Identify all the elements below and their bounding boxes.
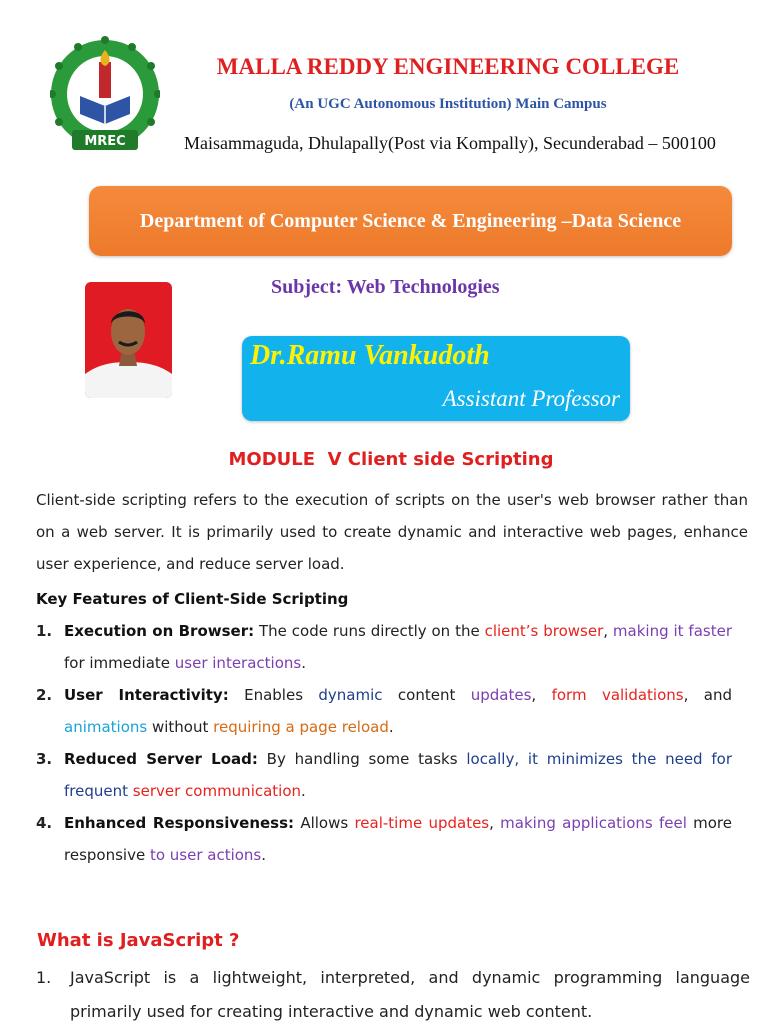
feature-text: requiring a page reload	[213, 718, 389, 736]
feature-text: to user actions	[149, 846, 262, 864]
feature-text: user interactions	[174, 654, 302, 672]
feature-item	[36, 679, 732, 743]
feature-text: real-time updates	[354, 814, 490, 832]
college-name: MALLA REDDY ENGINEERING COLLEGE	[216, 54, 680, 79]
department-banner	[89, 186, 732, 256]
list-number: 1.	[36, 968, 52, 987]
feature-text: updates	[470, 686, 532, 704]
feature-text: server communication	[132, 782, 302, 800]
javascript-item	[36, 961, 750, 1029]
list-number: 4.	[36, 814, 53, 832]
feature-text: .	[388, 718, 394, 736]
feature-text: .	[261, 846, 267, 864]
professor-card	[242, 336, 630, 421]
feature-title: Execution on Browser:	[64, 622, 255, 640]
feature-text: dynamic	[318, 686, 383, 704]
college-address: Maisammaguda, Dhulapally(Post via Kompally), Secunderabad – 500100	[184, 133, 716, 153]
feature-text: client’s browser	[484, 622, 604, 640]
features-list	[36, 615, 732, 871]
list-number: 3.	[36, 750, 53, 768]
feature-item	[36, 743, 732, 807]
professor-photo	[85, 282, 172, 398]
feature-text: .	[301, 654, 306, 672]
list-number: 2.	[36, 686, 53, 704]
college-logo	[50, 36, 160, 158]
feature-text: Enables	[228, 686, 319, 704]
department-name: Department of Computer Science & Engineering –Data Science	[139, 209, 682, 232]
feature-text: form validations	[551, 686, 684, 704]
feature-title: User Interactivity:	[64, 686, 229, 704]
autonomous-tagline: (An UGC Autonomous Institution) Main Campus	[289, 96, 607, 112]
feature-text: Allows	[294, 814, 355, 832]
feature-title: Enhanced Responsiveness:	[64, 814, 295, 832]
feature-text: , and	[683, 686, 732, 704]
intro-paragraph: Client-side scripting refers to the execution of scripts on the user's web browser rather than on a web server. It is primarily used to create dynamic and interactive web pages, enhance user experience, and reduce server load.	[36, 491, 748, 573]
feature-text: making it faster	[612, 622, 732, 640]
professor-name: Dr.Ramu Vankudoth	[250, 340, 490, 371]
feature-text: making applications feel	[500, 814, 687, 832]
feature-text: for immediate	[64, 654, 175, 672]
list-text: JavaScript is a lightweight, interpreted, and dynamic programming language primarily used for creating interactive and dynamic web content.	[70, 968, 750, 1021]
feature-text: more responsive	[64, 814, 733, 864]
javascript-heading: What is JavaScript ?	[37, 930, 240, 951]
logo-text: MREC	[84, 134, 126, 149]
feature-text: without	[147, 718, 214, 736]
feature-text: .	[301, 782, 306, 800]
feature-text: By handling some tasks	[257, 750, 467, 768]
module-title: MODULE V Client side Scripting	[228, 449, 554, 470]
feature-text: The code runs directly on the	[254, 622, 485, 640]
feature-text: animations	[64, 718, 148, 736]
feature-text: ,	[603, 622, 613, 640]
feature-title: Reduced Server Load:	[64, 750, 258, 768]
professor-title: Assistant Professor	[442, 386, 620, 411]
feature-text: ,	[489, 814, 501, 832]
subject-title: Subject: Web Technologies	[271, 276, 500, 298]
features-heading: Key Features of Client-Side Scripting	[36, 590, 349, 608]
feature-text: ,	[531, 686, 552, 704]
feature-item	[36, 615, 732, 679]
list-number: 1.	[36, 622, 53, 640]
feature-text: locally, it minimizes the need for frequent	[64, 750, 732, 800]
feature-item	[36, 807, 732, 871]
feature-text: content	[382, 686, 471, 704]
